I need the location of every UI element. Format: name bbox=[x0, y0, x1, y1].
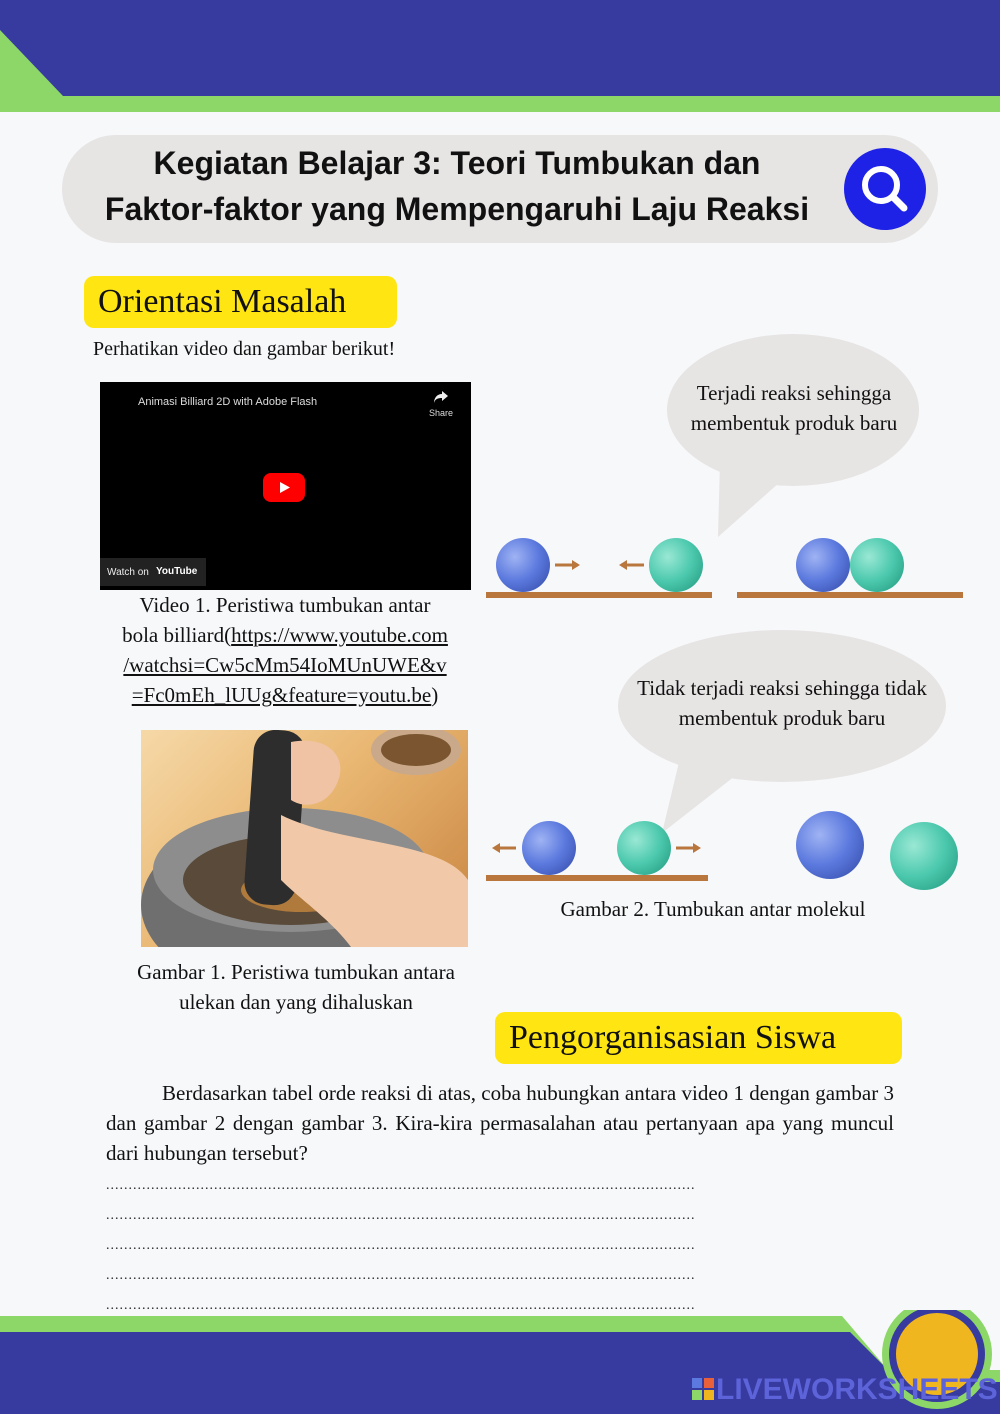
image1-caption-line-1: Gambar 1. Peristiwa tumbukan antara bbox=[137, 960, 455, 984]
bubble-reaction bbox=[660, 332, 930, 544]
molecules-combined bbox=[737, 538, 963, 598]
video-caption bbox=[100, 590, 470, 710]
video-link-part-1[interactable]: https://www.youtube.com bbox=[231, 623, 448, 647]
watch-on-label: Watch on bbox=[107, 567, 149, 578]
image1-caption-line-2: ulekan dan yang dihaluskan bbox=[179, 990, 413, 1014]
mortar-pestle-photo bbox=[141, 730, 468, 947]
top-banner bbox=[0, 0, 1000, 115]
search-icon bbox=[844, 148, 926, 230]
pengorganisasian-heading: Pengorganisasian Siswa bbox=[495, 1012, 902, 1064]
answer-line-5[interactable]: ................................................................................................................................... bbox=[106, 1298, 696, 1313]
molecules-bouncing bbox=[486, 821, 708, 881]
molecules-separated bbox=[796, 811, 958, 890]
watch-on-youtube[interactable] bbox=[100, 558, 206, 586]
answer-line-1[interactable]: ................................................................................................................................... bbox=[106, 1178, 696, 1193]
orientasi-heading: Orientasi Masalah bbox=[84, 276, 397, 328]
video-caption-suffix: ) bbox=[431, 683, 439, 707]
image1-caption bbox=[110, 957, 482, 1017]
intro-text: Perhatikan video dan gambar berikut! bbox=[93, 338, 396, 360]
answer-line-2[interactable]: ................................................................................................................................... bbox=[106, 1208, 696, 1223]
video-caption-line-1: Video 1. Peristiwa tumbukan antar bbox=[139, 593, 431, 617]
instruction-paragraph bbox=[106, 1078, 894, 1168]
title-line-2: Faktor-faktor yang Mempengaruhi Laju Reaksi bbox=[104, 191, 810, 227]
video-title: Animasi Billiard 2D with Adobe Flash bbox=[138, 396, 318, 408]
bubble-no-reaction-line-2: membentuk produk baru bbox=[678, 706, 886, 730]
page-title bbox=[62, 140, 852, 232]
youtube-logo: YouTube bbox=[156, 566, 198, 577]
video-link-part-3[interactable]: =Fc0mEh_lUUg&feature=youtu.be bbox=[131, 683, 432, 707]
instruction-text: Berdasarkan tabel orde reaksi di atas, coba hubungkan antara video 1 dengan gambar 3 dan gambar 2 dengan gambar 3. Kira-kira permasalahan atau pertanyaan apa yang muncul dari hubungan tersebut? bbox=[106, 1081, 894, 1165]
bubble-reaction-line-1: Terjadi reaksi sehingga bbox=[696, 381, 892, 405]
share-label[interactable]: Share bbox=[428, 408, 453, 418]
title-line-1: Kegiatan Belajar 3: Teori Tumbukan dan bbox=[153, 145, 761, 181]
bubble-no-reaction-line-1: Tidak terjadi reaksi sehingga tidak bbox=[637, 676, 927, 700]
answer-line-3[interactable]: ................................................................................................................................... bbox=[106, 1238, 696, 1253]
liveworksheets-brand: LIVEWORKSHEETS bbox=[716, 1373, 998, 1406]
molecules-approaching bbox=[486, 538, 712, 598]
liveworksheets-logo-icon bbox=[692, 1378, 714, 1400]
share-icon[interactable] bbox=[433, 390, 449, 404]
video-player[interactable] bbox=[100, 382, 471, 590]
video-caption-prefix: bola billiard( bbox=[122, 623, 232, 647]
bubble-reaction-line-2: membentuk produk baru bbox=[690, 411, 898, 435]
play-button[interactable] bbox=[263, 473, 305, 502]
image2-caption: Gambar 2. Tumbukan antar molekul bbox=[560, 897, 866, 921]
video-link-part-2[interactable]: /watchsi=Cw5cMm54IoMUnUWE&v bbox=[123, 653, 447, 677]
collision-diagram bbox=[480, 520, 980, 900]
bubble-reaction-text bbox=[668, 378, 920, 438]
answer-line-4[interactable]: ................................................................................................................................... bbox=[106, 1268, 696, 1283]
